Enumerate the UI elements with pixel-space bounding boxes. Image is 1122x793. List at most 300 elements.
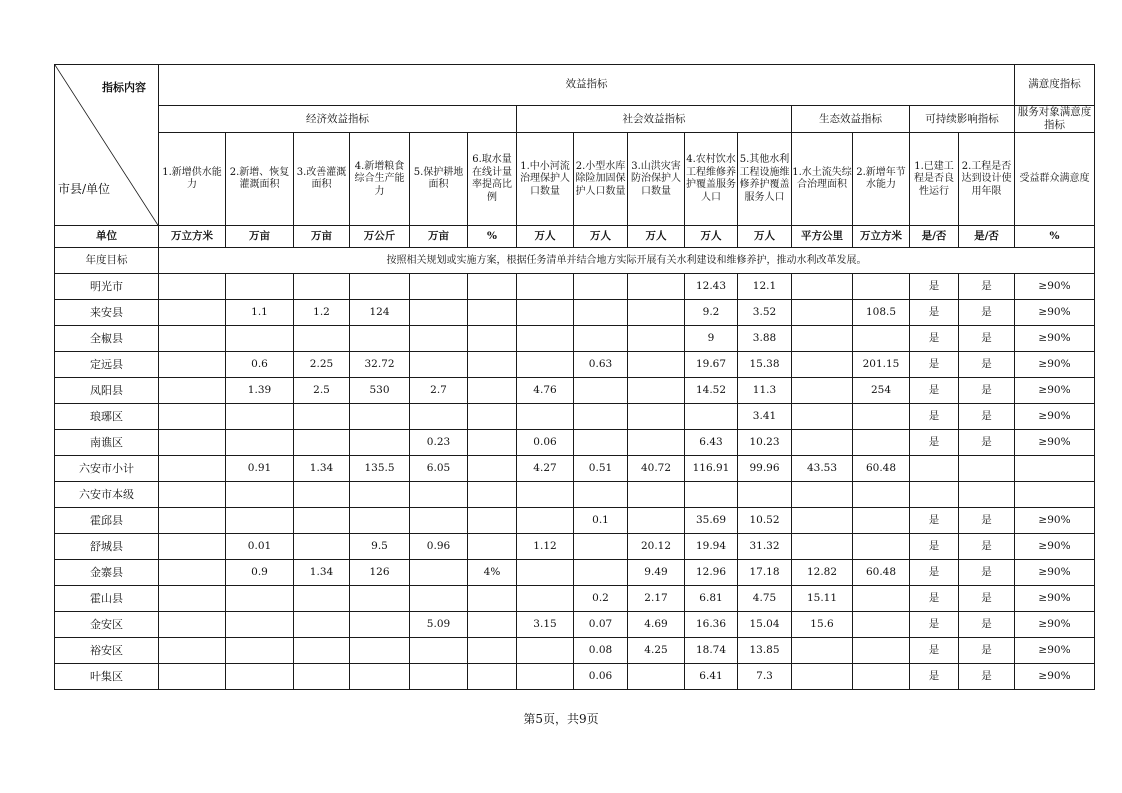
unit-cell: 万亩 — [226, 226, 294, 248]
table-cell: 12.1 — [738, 274, 792, 300]
table-cell — [350, 430, 410, 456]
table-cell — [159, 430, 226, 456]
table-cell — [574, 404, 628, 430]
table-cell — [517, 274, 574, 300]
unit-cell: 万立方米 — [853, 226, 910, 248]
table-row — [55, 638, 1095, 664]
table-cell: 4% — [468, 560, 517, 586]
table-cell: 16.36 — [685, 612, 738, 638]
table-cell: 是 — [959, 560, 1015, 586]
table-cell — [853, 430, 910, 456]
table-cell: 0.23 — [410, 430, 468, 456]
table-cell: 是 — [959, 534, 1015, 560]
sustainable-impact-header: 可持续影响指标 — [910, 106, 1015, 133]
table-cell — [574, 300, 628, 326]
table-cell: 是 — [959, 352, 1015, 378]
table-cell — [226, 638, 294, 664]
row-name: 琅琊区 — [55, 404, 159, 430]
table-cell — [468, 430, 517, 456]
table-cell — [410, 482, 468, 508]
table-cell — [159, 534, 226, 560]
social-benefit-header: 社会效益指标 — [517, 106, 792, 133]
table-cell — [159, 612, 226, 638]
table-row — [55, 508, 1095, 534]
table-cell — [959, 456, 1015, 482]
table-row — [55, 378, 1095, 404]
table-cell — [574, 482, 628, 508]
table-cell — [410, 638, 468, 664]
table-cell — [159, 352, 226, 378]
table-cell: 11.3 — [738, 378, 792, 404]
table-cell: ≥90% — [1015, 352, 1095, 378]
row-name: 凤阳县 — [55, 378, 159, 404]
table-cell: 60.48 — [853, 456, 910, 482]
table-cell — [294, 430, 350, 456]
table-cell — [226, 482, 294, 508]
column-header: 2.新增年节水能力 — [853, 133, 910, 226]
table-cell — [294, 664, 350, 690]
table-cell: 124 — [350, 300, 410, 326]
table-cell: 是 — [910, 326, 959, 352]
table-cell — [517, 482, 574, 508]
table-cell: ≥90% — [1015, 560, 1095, 586]
annual-goal-label: 年度目标 — [55, 248, 159, 274]
table-cell — [517, 560, 574, 586]
table-cell — [517, 352, 574, 378]
table-cell: ≥90% — [1015, 638, 1095, 664]
table-cell — [853, 638, 910, 664]
table-cell — [853, 482, 910, 508]
table-cell: 14.52 — [685, 378, 738, 404]
table-cell: 0.06 — [517, 430, 574, 456]
table-cell — [468, 274, 517, 300]
table-cell: 6.43 — [685, 430, 738, 456]
table-cell: 19.67 — [685, 352, 738, 378]
table-cell: 0.96 — [410, 534, 468, 560]
table-cell: 7.3 — [738, 664, 792, 690]
table-cell — [792, 482, 853, 508]
table-cell: 是 — [910, 378, 959, 404]
table-cell: 1.34 — [294, 456, 350, 482]
table-cell — [1015, 482, 1095, 508]
table-cell — [468, 534, 517, 560]
table-cell: 35.69 — [685, 508, 738, 534]
table-cell — [574, 430, 628, 456]
unit-cell: 万人 — [738, 226, 792, 248]
table-cell — [910, 482, 959, 508]
table-cell: 是 — [910, 612, 959, 638]
table-cell — [792, 664, 853, 690]
table-cell — [628, 482, 685, 508]
table-cell: 530 — [350, 378, 410, 404]
table-cell — [410, 586, 468, 612]
row-name: 叶集区 — [55, 664, 159, 690]
table-cell — [226, 404, 294, 430]
unit-cell: 万人 — [685, 226, 738, 248]
table-cell: 254 — [853, 378, 910, 404]
table-cell: 9.49 — [628, 560, 685, 586]
table-cell: 0.63 — [574, 352, 628, 378]
table-cell — [468, 612, 517, 638]
table-cell: 是 — [910, 352, 959, 378]
table-cell — [410, 508, 468, 534]
table-cell — [350, 612, 410, 638]
table-row — [55, 404, 1095, 430]
table-cell — [159, 638, 226, 664]
table-cell — [410, 352, 468, 378]
table-cell: ≥90% — [1015, 300, 1095, 326]
row-name: 金寨县 — [55, 560, 159, 586]
table-cell — [350, 508, 410, 534]
table-row — [55, 352, 1095, 378]
table-cell: 3.41 — [738, 404, 792, 430]
table-cell: 是 — [910, 586, 959, 612]
table-cell — [910, 456, 959, 482]
table-cell — [628, 664, 685, 690]
table-cell: 是 — [959, 378, 1015, 404]
table-cell — [159, 664, 226, 690]
table-cell: 4.69 — [628, 612, 685, 638]
table-cell: 0.2 — [574, 586, 628, 612]
table-cell: 0.07 — [574, 612, 628, 638]
table-cell — [792, 378, 853, 404]
table-cell — [226, 274, 294, 300]
table-cell: 5.09 — [410, 612, 468, 638]
table-cell — [468, 482, 517, 508]
unit-cell: 平方公里 — [792, 226, 853, 248]
table-cell — [574, 326, 628, 352]
city-unit-label: 市县/单位 — [58, 182, 111, 197]
table-cell: 108.5 — [853, 300, 910, 326]
unit-cell: 万人 — [574, 226, 628, 248]
table-cell — [468, 378, 517, 404]
table-cell: 是 — [959, 326, 1015, 352]
row-name: 舒城县 — [55, 534, 159, 560]
table-cell — [468, 508, 517, 534]
table-cell: ≥90% — [1015, 664, 1095, 690]
table-cell — [853, 404, 910, 430]
table-cell: 15.38 — [738, 352, 792, 378]
table-cell: 20.12 — [628, 534, 685, 560]
column-header: 1.水土流失综合治理面积 — [792, 133, 853, 226]
table-cell: 是 — [910, 534, 959, 560]
satisfaction-indicator-header: 满意度指标 — [1015, 65, 1095, 106]
table-cell — [853, 274, 910, 300]
table-row — [55, 482, 1095, 508]
column-header: 1.新增供水能力 — [159, 133, 226, 226]
table-cell: 201.15 — [853, 352, 910, 378]
table-cell — [517, 586, 574, 612]
table-cell: 2.25 — [294, 352, 350, 378]
column-header: 1.中小河流治理保护人口数量 — [517, 133, 574, 226]
table-cell: 是 — [910, 430, 959, 456]
table-cell — [410, 664, 468, 690]
table-cell — [159, 274, 226, 300]
table-cell — [294, 586, 350, 612]
table-cell — [685, 482, 738, 508]
table-row — [55, 586, 1095, 612]
table-cell — [792, 404, 853, 430]
table-cell: 4.76 — [517, 378, 574, 404]
table-cell: 0.06 — [574, 664, 628, 690]
table-cell: 15.6 — [792, 612, 853, 638]
unit-cell: 万亩 — [410, 226, 468, 248]
table-cell — [959, 482, 1015, 508]
table-cell — [628, 352, 685, 378]
table-cell — [853, 586, 910, 612]
table-cell: 0.1 — [574, 508, 628, 534]
table-row — [55, 664, 1095, 690]
table-cell — [628, 404, 685, 430]
column-header: 5.保护耕地面积 — [410, 133, 468, 226]
table-cell: 9 — [685, 326, 738, 352]
table-cell: 是 — [910, 638, 959, 664]
table-cell — [468, 404, 517, 430]
table-cell — [226, 430, 294, 456]
table-cell — [294, 404, 350, 430]
benefit-indicator-header: 效益指标 — [159, 65, 1015, 106]
row-name: 定远县 — [55, 352, 159, 378]
table-cell: 3.15 — [517, 612, 574, 638]
table-cell — [574, 274, 628, 300]
table-cell — [517, 508, 574, 534]
table-cell — [294, 482, 350, 508]
table-cell: 是 — [959, 300, 1015, 326]
table-cell — [517, 326, 574, 352]
table-cell: 15.11 — [792, 586, 853, 612]
table-cell — [628, 300, 685, 326]
table-cell — [628, 378, 685, 404]
table-cell: 126 — [350, 560, 410, 586]
table-cell: 13.85 — [738, 638, 792, 664]
table-cell: 31.32 — [738, 534, 792, 560]
table-cell — [792, 508, 853, 534]
table-cell: 是 — [910, 300, 959, 326]
table-cell — [468, 638, 517, 664]
row-name: 全椒县 — [55, 326, 159, 352]
unit-label: 单位 — [55, 226, 159, 248]
table-cell — [159, 586, 226, 612]
table-cell: 2.7 — [410, 378, 468, 404]
table-cell — [468, 300, 517, 326]
table-cell: 0.9 — [226, 560, 294, 586]
row-name: 来安县 — [55, 300, 159, 326]
table-cell — [226, 508, 294, 534]
table-row — [55, 534, 1095, 560]
table-cell: 是 — [910, 560, 959, 586]
table-cell: 40.72 — [628, 456, 685, 482]
table-cell: ≥90% — [1015, 534, 1095, 560]
table-cell: 135.5 — [350, 456, 410, 482]
table-cell — [350, 638, 410, 664]
table-cell — [628, 508, 685, 534]
table-cell: 3.88 — [738, 326, 792, 352]
table-cell — [792, 430, 853, 456]
column-header: 3.山洪灾害防治保护人口数量 — [628, 133, 685, 226]
column-header: 2.小型水库除险加固保护人口数量 — [574, 133, 628, 226]
table-row — [55, 300, 1095, 326]
table-cell — [628, 274, 685, 300]
annual-goal-text: 按照相关规划或实施方案，根据任务清单并结合地方实际开展有关水利建设和维修养护，推动水利改革发展。 — [159, 248, 1095, 274]
table-cell: 2.17 — [628, 586, 685, 612]
table-row — [55, 560, 1095, 586]
row-name: 霍邱县 — [55, 508, 159, 534]
table-cell: 32.72 — [350, 352, 410, 378]
column-header: 4.新增粮食综合生产能力 — [350, 133, 410, 226]
table-cell: 4.27 — [517, 456, 574, 482]
table-cell — [410, 560, 468, 586]
table-row — [55, 612, 1095, 638]
table-cell — [294, 326, 350, 352]
table-cell — [350, 586, 410, 612]
column-header: 受益群众满意度 — [1015, 133, 1095, 226]
row-name: 金安区 — [55, 612, 159, 638]
table-cell: 3.52 — [738, 300, 792, 326]
table-cell — [159, 300, 226, 326]
table-cell: 是 — [910, 404, 959, 430]
column-header: 1.已建工程是否良性运行 — [910, 133, 959, 226]
table-cell: ≥90% — [1015, 378, 1095, 404]
table-cell — [468, 586, 517, 612]
table-cell — [294, 638, 350, 664]
column-header: 2.新增、恢复灌溉面积 — [226, 133, 294, 226]
row-name: 六安市本级 — [55, 482, 159, 508]
table-cell — [410, 326, 468, 352]
table-cell — [350, 404, 410, 430]
table-cell — [159, 326, 226, 352]
table-cell — [468, 664, 517, 690]
table-row — [55, 456, 1095, 482]
table-row — [55, 326, 1095, 352]
table-cell — [226, 664, 294, 690]
table-cell — [159, 456, 226, 482]
table-cell — [792, 326, 853, 352]
table-cell — [853, 326, 910, 352]
table-cell: 1.39 — [226, 378, 294, 404]
table-cell: ≥90% — [1015, 404, 1095, 430]
table-cell: 4.25 — [628, 638, 685, 664]
table-cell: ≥90% — [1015, 326, 1095, 352]
table-cell — [574, 560, 628, 586]
unit-cell: 是/否 — [959, 226, 1015, 248]
column-header: 2.工程是否达到设计使用年限 — [959, 133, 1015, 226]
table-cell: 是 — [959, 586, 1015, 612]
table-cell: 99.96 — [738, 456, 792, 482]
table-cell — [159, 508, 226, 534]
table-cell: 9.2 — [685, 300, 738, 326]
table-cell — [792, 638, 853, 664]
table-cell — [226, 612, 294, 638]
table-cell: 12.43 — [685, 274, 738, 300]
table-cell — [685, 404, 738, 430]
table-cell: 0.91 — [226, 456, 294, 482]
unit-cell: 万公斤 — [350, 226, 410, 248]
unit-cell: % — [1015, 226, 1095, 248]
column-header: 4.农村饮水工程维修养护覆盖服务人口 — [685, 133, 738, 226]
table-cell — [294, 274, 350, 300]
table-cell: 9.5 — [350, 534, 410, 560]
table-cell — [350, 664, 410, 690]
table-cell: ≥90% — [1015, 586, 1095, 612]
table-cell — [159, 560, 226, 586]
table-cell: 1.1 — [226, 300, 294, 326]
table-cell — [853, 534, 910, 560]
table-cell — [628, 326, 685, 352]
row-name: 六安市小计 — [55, 456, 159, 482]
table-cell — [574, 378, 628, 404]
table-cell — [159, 404, 226, 430]
table-cell: 是 — [959, 274, 1015, 300]
table-cell: 18.74 — [685, 638, 738, 664]
ecological-benefit-header: 生态效益指标 — [792, 106, 910, 133]
table-cell — [468, 352, 517, 378]
table-cell — [350, 482, 410, 508]
table-cell — [628, 430, 685, 456]
row-name: 霍山县 — [55, 586, 159, 612]
table-cell: 0.51 — [574, 456, 628, 482]
column-header: 3.改善灌溉面积 — [294, 133, 350, 226]
table-cell — [853, 508, 910, 534]
table-cell — [853, 664, 910, 690]
column-header: 5.其他水利工程设施维修养护覆盖服务人口 — [738, 133, 792, 226]
table-cell: 是 — [959, 508, 1015, 534]
table-cell: 是 — [959, 404, 1015, 430]
column-header: 6.取水量在线计量率提高比例 — [468, 133, 517, 226]
table-cell: ≥90% — [1015, 430, 1095, 456]
table-cell — [350, 326, 410, 352]
row-name: 明光市 — [55, 274, 159, 300]
table-cell: 0.01 — [226, 534, 294, 560]
table-cell — [792, 534, 853, 560]
table-cell: 116.91 — [685, 456, 738, 482]
table-cell — [853, 612, 910, 638]
table-cell — [792, 352, 853, 378]
unit-cell: % — [468, 226, 517, 248]
table-cell — [159, 378, 226, 404]
table-cell — [792, 274, 853, 300]
table-cell — [294, 508, 350, 534]
table-cell: ≥90% — [1015, 508, 1095, 534]
table-cell: 是 — [959, 638, 1015, 664]
table-cell: 1.12 — [517, 534, 574, 560]
table-cell — [517, 300, 574, 326]
table-cell — [468, 326, 517, 352]
table-cell: 6.41 — [685, 664, 738, 690]
unit-cell: 是/否 — [910, 226, 959, 248]
unit-cell: 万立方米 — [159, 226, 226, 248]
table-cell: 6.81 — [685, 586, 738, 612]
table-cell — [294, 612, 350, 638]
table-cell: 19.94 — [685, 534, 738, 560]
table-cell — [226, 326, 294, 352]
table-cell: 1.34 — [294, 560, 350, 586]
table-cell: 是 — [959, 612, 1015, 638]
table-cell — [738, 482, 792, 508]
table-cell — [294, 534, 350, 560]
unit-cell: 万亩 — [294, 226, 350, 248]
table-cell — [350, 274, 410, 300]
service-satisfaction-header: 服务对象满意度指标 — [1015, 106, 1095, 133]
table-cell — [792, 300, 853, 326]
table-cell: 15.04 — [738, 612, 792, 638]
unit-cell: 万人 — [628, 226, 685, 248]
row-name: 裕安区 — [55, 638, 159, 664]
table-cell: ≥90% — [1015, 274, 1095, 300]
table-cell — [1015, 456, 1095, 482]
table-cell: 10.23 — [738, 430, 792, 456]
row-name: 南谯区 — [55, 430, 159, 456]
table-cell: 是 — [959, 664, 1015, 690]
